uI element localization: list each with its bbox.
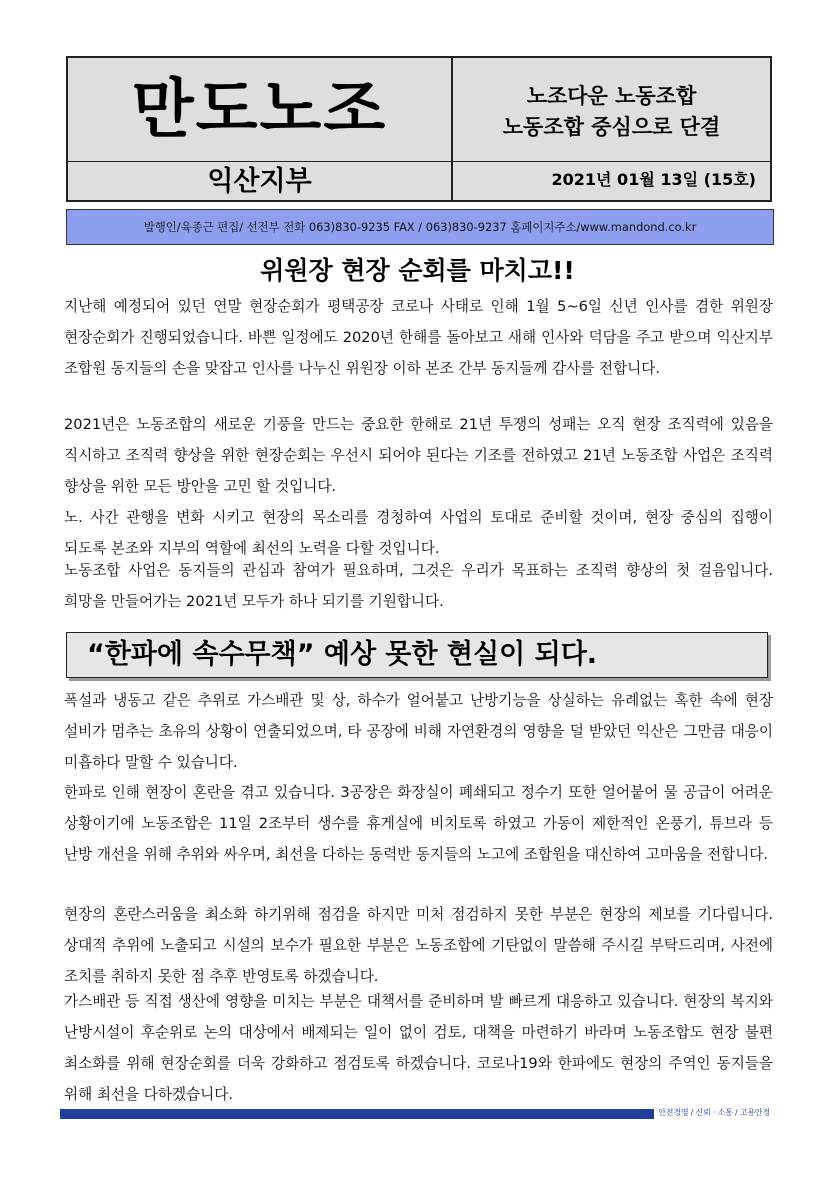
article-2-paragraph: 폭설과 냉동고 같은 추위로 가스배관 및 상, 하수가 얼어붙고 난방기능을 상실하는 유례없는 혹한 속에 현장 설비가 멈추는 초유의 상황이 연출되었으며, 타 공장에 비해 자연환경의 영향을 덜 받았던 익산은 그만큼 대응이 미흡하다 말할 수 있습니다. bbox=[64, 692, 773, 771]
masthead-divider bbox=[68, 161, 451, 162]
newsletter-title: 만도노조 bbox=[131, 73, 388, 147]
article-2-title-box bbox=[66, 632, 768, 678]
masthead-divider-right bbox=[453, 161, 770, 162]
article-1-paragraph: 노동조합 사업은 동지들의 관심과 참여가 필요하며, 그것은 우리가 목표하는 조직력 향상의 첫 걸음입니다. 희망을 만들어가는 2021년 모두가 하나 되기를 기원합니다. bbox=[64, 562, 773, 610]
masthead-logo-panel bbox=[68, 58, 453, 200]
article-1-paragraph: 지난해 예정되어 있던 연말 현장순회가 평택공장 코로나 사태로 인해 1월 5~6일 신년 인사를 겸한 위원장 현장순회가 진행되었습니다. 바쁜 일정에도 2020년 한해를 돌아보고 새해 인사와 덕담을 주고 받으며 익산지부 조합원 동지들의 손을 맞잡고 인사를 나누신 위원장 이하 본조 간부 동지들께 감사를 전합니다. bbox=[64, 298, 773, 377]
slogan-line-1: 노조다운 노동조합 bbox=[526, 84, 697, 108]
issue-date: 2021년 01월 13일 (15호) bbox=[551, 170, 756, 189]
article-2-paragraph: 한파로 인해 현장이 혼란을 겪고 있습니다. 3공장은 화장실이 폐쇄되고 정수기 또한 얼어붙어 물 공급이 어려운 상황이기에 노동조합은 11일 2조부터 생수를 휴게실에 비치토록 하였고 가동이 제한적인 온풍기, 튜브라 등 난방 개선을 위해 추위와 싸우며, 최선을 다하는 동력반 동지들의 노고에 조합원을 대신하여 고마움을 전합니다. bbox=[64, 784, 773, 863]
article-1-title: 위원장 현장 순회를 마치고!! bbox=[260, 256, 575, 285]
article-2-title: “한파에 속수무책” 예상 못한 현실이 되다. bbox=[87, 639, 598, 670]
footer-tag: 안전경영 / 신뢰 · 소통 / 고용안정 bbox=[654, 1106, 774, 1120]
masthead bbox=[66, 56, 772, 202]
article-2-paragraph: 가스배관 등 직접 생산에 영향을 미치는 부분은 대책서를 준비하며 발 빠르게 대응하고 있습니다. 현장의 복지와 난방시설이 후순위로 논의 대상에서 배제되는 일이 없이 검토, 대책을 마련하기 바라며 노동조합도 현장 불편 최소화를 위해 현장순회를 더욱 강화하고 점검토록 하겠습니다. 코로나19와 한파에도 현장의 주역인 동지들을 위해 최선을 다하겠습니다. bbox=[64, 993, 773, 1103]
masthead-slogan-panel bbox=[453, 58, 770, 200]
article-1-paragraph: 노. 사간 관행을 변화 시키고 현장의 목소리를 경청하여 사업의 토대로 준비할 것이며, 현장 중심의 집행이 되도록 본조와 지부의 역할에 최선의 노력을 다할 것입니다. bbox=[64, 509, 773, 557]
branch-name: 익산지부 bbox=[207, 166, 312, 197]
publisher-info-bar: 발행인/육종근 편집/ 선전부 전화 063)830-9235 FAX / 063)830-9237 홈페이지주소/www.mandond.co.kr bbox=[66, 209, 774, 245]
slogan-line-2: 노동조합 중심으로 단결 bbox=[502, 115, 721, 139]
article-1-paragraph: 2021년은 노동조합의 새로운 기풍을 만드는 중요한 한해로 21년 투쟁의 성패는 오직 현장 조직력에 있음을 직시하고 조직력 향상을 위한 현장순회는 우선시 되어야 된다는 기조를 전하였고 21년 노동조합 사업은 조직력 향상을 위한 모든 방안을 고민 할 것입니다. bbox=[64, 416, 773, 495]
article-2-paragraph: 현장의 혼란스러움을 최소화 하기위해 점검을 하지만 미처 점검하지 못한 부분은 현장의 제보를 기다립니다. 상대적 추위에 노출되고 시설의 보수가 필요한 부분은 노동조합에 기탄없이 말씀해 주시길 부탁드리며, 사전에 조치를 취하지 못한 점 추후 반영토록 하겠습니다. bbox=[64, 906, 773, 985]
